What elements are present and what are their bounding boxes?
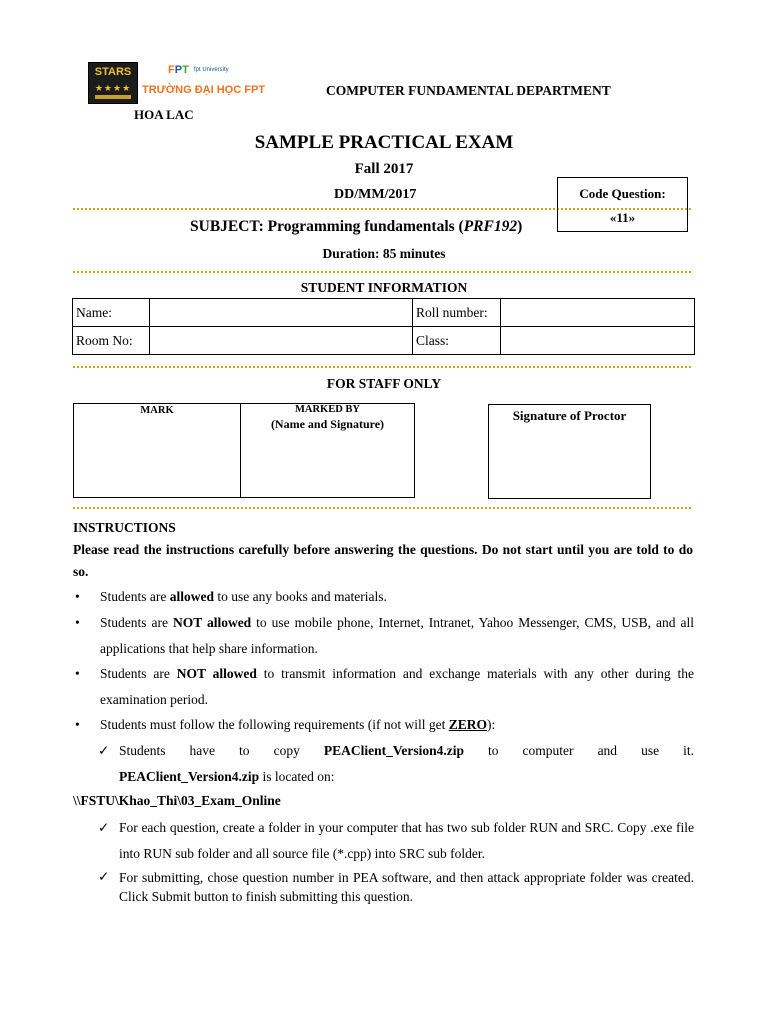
subject-line [190,218,522,236]
fpt-logo-mark: FPT [168,64,189,76]
name-label: Name: [73,299,150,327]
instruction-item: Students are NOT allowed to use mobile phone, Internet, Intranet, Yahoo Messenger, CMS, USB, and all applications that help share information. [100,615,694,656]
student-info-heading: STUDENT INFORMATION [300,280,468,295]
requirement-copy-client: Students have to copy PEAClient_Version4.zip to computer and use it. PEAClient_Version4.zip is located on: [119,743,694,784]
fpt-logo-name: TRƯỜNG ĐẠI HỌC FPT [142,84,266,96]
roll-number-label: Roll number: [413,299,501,327]
stars-logo-text: STARS [94,66,132,78]
staff-only-heading: FOR STAFF ONLY [326,376,442,391]
fpt-logo-subtext: fpt University [194,67,229,73]
proctor-signature-box [488,404,651,499]
student-info-table [72,298,695,355]
subject-name: Programming fundamentals ( [267,218,464,235]
dotted-divider [73,271,691,273]
fpt-university-logo [142,62,266,102]
instruction-item: Students are allowed to use any books and materials. [100,589,387,604]
exam-title: SAMPLE PRACTICAL EXAM [254,132,514,153]
bullet-icon: • [75,615,80,630]
code-question-box [557,177,688,232]
checkmark-icon: ✓ [98,743,110,758]
checkmark-icon: ✓ [98,869,110,884]
name-field[interactable] [150,299,413,327]
class-field[interactable] [501,327,695,355]
code-question-value: «11» [609,210,636,225]
subject-code: PRF192 [463,218,518,235]
department-name: COMPUTER FUNDAMENTAL DEPARTMENT [326,83,611,98]
campus-name: HOA LAC [134,107,194,122]
dotted-divider [73,507,691,509]
star-icon: ★★★★ [94,83,132,93]
proctor-signature-label: Signature of Proctor [512,408,627,423]
mark-label: MARK [140,405,174,416]
staff-marking-box [73,403,415,498]
name-signature-label: (Name and Signature) [270,417,385,431]
exam-date: DD/MM/2017 [334,187,417,202]
exam-duration: Duration: 85 minutes [322,246,446,261]
room-no-label: Room No: [73,327,150,355]
bullet-icon: • [75,717,80,732]
checkmark-icon: ✓ [98,820,110,835]
stars-logo [88,62,138,104]
requirement-submit: For submitting, chose question number in PEA software, and then attack appropriate folder was created. Click Submit button to finish submitting this question. [119,870,694,904]
marked-by-label: MARKED BY [294,404,361,415]
requirement-folder-setup: For each question, create a folder in your computer that has two sub folder RUN and SRC. Copy .exe file into RUN sub folder and all source file (*.cpp) into SRC sub folder. [119,820,694,861]
dotted-divider [73,366,691,368]
bullet-icon: • [75,666,80,681]
instruction-item: Students must follow the following requirements (if not will get ZERO): [100,717,496,732]
bullet-icon: • [75,589,80,604]
subject-label: SUBJECT: [190,218,264,235]
instructions-intro: Please read the instructions carefully before answering the questions. Do not start until you are told to do so. [73,542,693,579]
roll-number-field[interactable] [501,299,695,327]
instruction-item: Students are NOT allowed to transmit information and exchange materials with any other during the examination period. [100,666,694,707]
network-path: \\FSTU\Khao_Thi\03_Exam_Online [73,793,281,808]
room-no-field[interactable] [150,327,413,355]
class-label: Class: [413,327,501,355]
subject-close: ) [517,218,523,235]
instructions-heading: INSTRUCTIONS [73,520,176,535]
exam-term: Fall 2017 [354,161,414,177]
code-question-label: Code Question: [579,186,666,201]
